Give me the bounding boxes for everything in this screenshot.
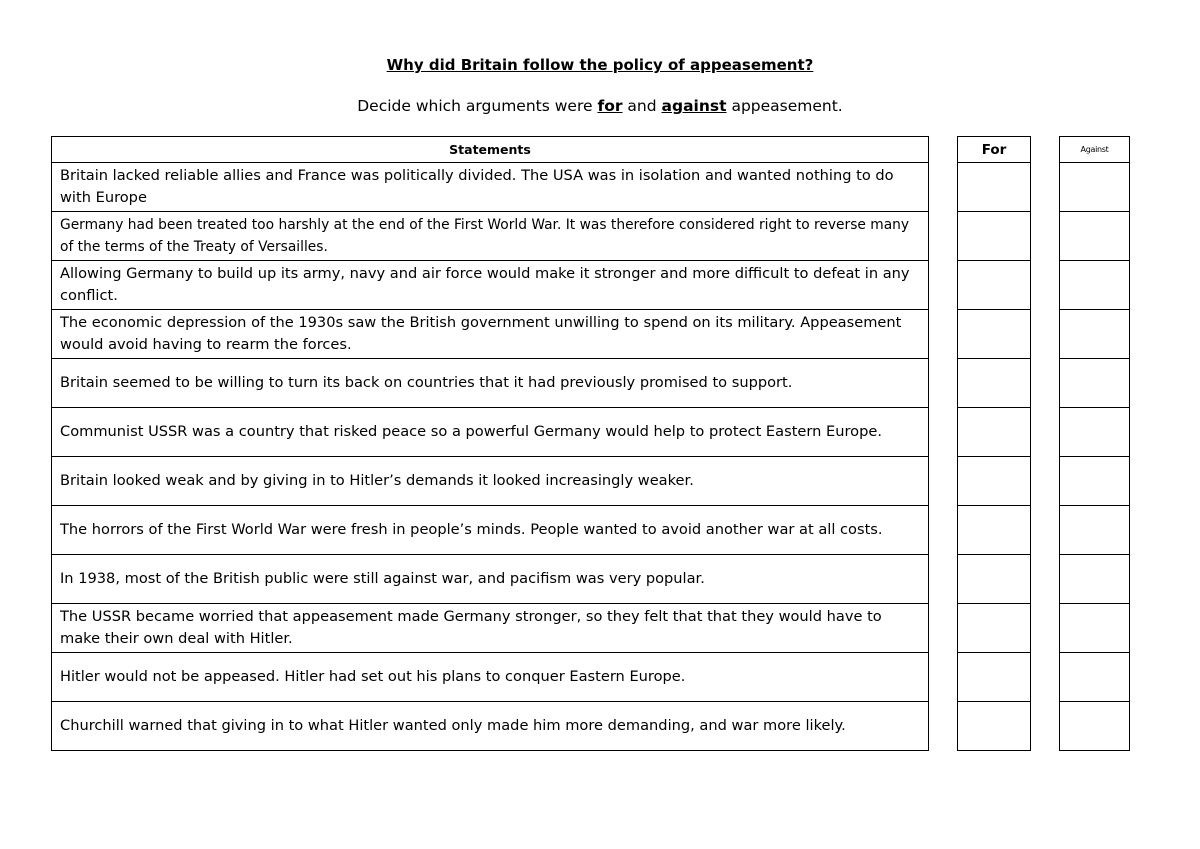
for-answer-box[interactable] [958, 163, 1031, 212]
statement-cell: Germany had been treated too harshly at the end of the First World War. It was therefore considered right to reverse many of the terms of the Treaty of Versailles. [52, 212, 929, 261]
instruction-for-word: for [597, 97, 623, 115]
against-answer-box[interactable] [1060, 212, 1130, 261]
statement-cell: Allowing Germany to build up its army, navy and air force would make it stronger and more difficult to defeat in any conflict. [52, 261, 929, 310]
against-answer-box[interactable] [1060, 457, 1130, 506]
for-table [957, 136, 1031, 751]
statement-cell: Britain seemed to be willing to turn its back on countries that it had previously promised to support. [52, 359, 929, 408]
table-row [52, 310, 929, 359]
statements-table [51, 136, 929, 751]
for-header: For [958, 137, 1031, 163]
instruction-middle: and [622, 97, 662, 115]
table-row [52, 163, 929, 212]
table-row [52, 359, 929, 408]
page-title: Why did Britain follow the policy of appeasement? [386, 56, 814, 74]
for-answer-box[interactable] [958, 702, 1031, 751]
against-answer-box[interactable] [1060, 359, 1130, 408]
against-answer-box[interactable] [1060, 506, 1130, 555]
against-answer-box[interactable] [1060, 163, 1130, 212]
statement-cell: The USSR became worried that appeasement made Germany stronger, so they felt that that they would have to make their own deal with Hitler. [52, 604, 929, 653]
statement-cell: In 1938, most of the British public were still against war, and pacifism was very popular. [52, 555, 929, 604]
against-answer-box[interactable] [1060, 310, 1130, 359]
for-header-row [958, 137, 1031, 163]
table-row [52, 604, 929, 653]
statement-cell: Churchill warned that giving in to what Hitler wanted only made him more demanding, and war more likely. [52, 702, 929, 751]
against-answer-box[interactable] [1060, 261, 1130, 310]
table-row [52, 702, 929, 751]
statement-cell: Communist USSR was a country that risked peace so a powerful Germany would help to protect Eastern Europe. [52, 408, 929, 457]
statement-cell: The horrors of the First World War were fresh in people’s minds. People wanted to avoid another war at all costs. [52, 506, 929, 555]
table-row [52, 555, 929, 604]
for-answer-box[interactable] [958, 506, 1031, 555]
table-row [52, 261, 929, 310]
for-answer-box[interactable] [958, 359, 1031, 408]
against-answer-box[interactable] [1060, 604, 1130, 653]
for-answer-box[interactable] [958, 261, 1031, 310]
table-row [52, 408, 929, 457]
for-answer-box[interactable] [958, 653, 1031, 702]
statements-header: Statements [52, 137, 929, 163]
for-answer-box[interactable] [958, 212, 1031, 261]
against-answer-box[interactable] [1060, 653, 1130, 702]
statement-cell: The economic depression of the 1930s saw the British government unwilling to spend on its military. Appeasement would avoid having to rearm the forces. [52, 310, 929, 359]
table-row [52, 212, 929, 261]
table-row [52, 457, 929, 506]
for-answer-box[interactable] [958, 604, 1031, 653]
table-row [52, 506, 929, 555]
against-header: Against [1060, 137, 1130, 163]
statement-cell: Britain lacked reliable allies and France was politically divided. The USA was in isolation and wanted nothing to do with Europe [52, 163, 929, 212]
against-header-row [1060, 137, 1130, 163]
table-row [52, 653, 929, 702]
instruction-text [0, 97, 1200, 115]
against-table [1059, 136, 1130, 751]
against-answer-box[interactable] [1060, 702, 1130, 751]
for-answer-box[interactable] [958, 408, 1031, 457]
for-answer-box[interactable] [958, 310, 1031, 359]
instruction-against-word: against [661, 97, 727, 115]
for-answer-box[interactable] [958, 555, 1031, 604]
against-answer-box[interactable] [1060, 555, 1130, 604]
against-answer-box[interactable] [1060, 408, 1130, 457]
instruction-suffix: appeasement. [726, 97, 843, 115]
for-answer-box[interactable] [958, 457, 1031, 506]
instruction-prefix: Decide which arguments were [357, 97, 598, 115]
statement-cell: Britain looked weak and by giving in to Hitler’s demands it looked increasingly weaker. [52, 457, 929, 506]
statements-header-row [52, 137, 929, 163]
statement-cell: Hitler would not be appeased. Hitler had set out his plans to conquer Eastern Europe. [52, 653, 929, 702]
